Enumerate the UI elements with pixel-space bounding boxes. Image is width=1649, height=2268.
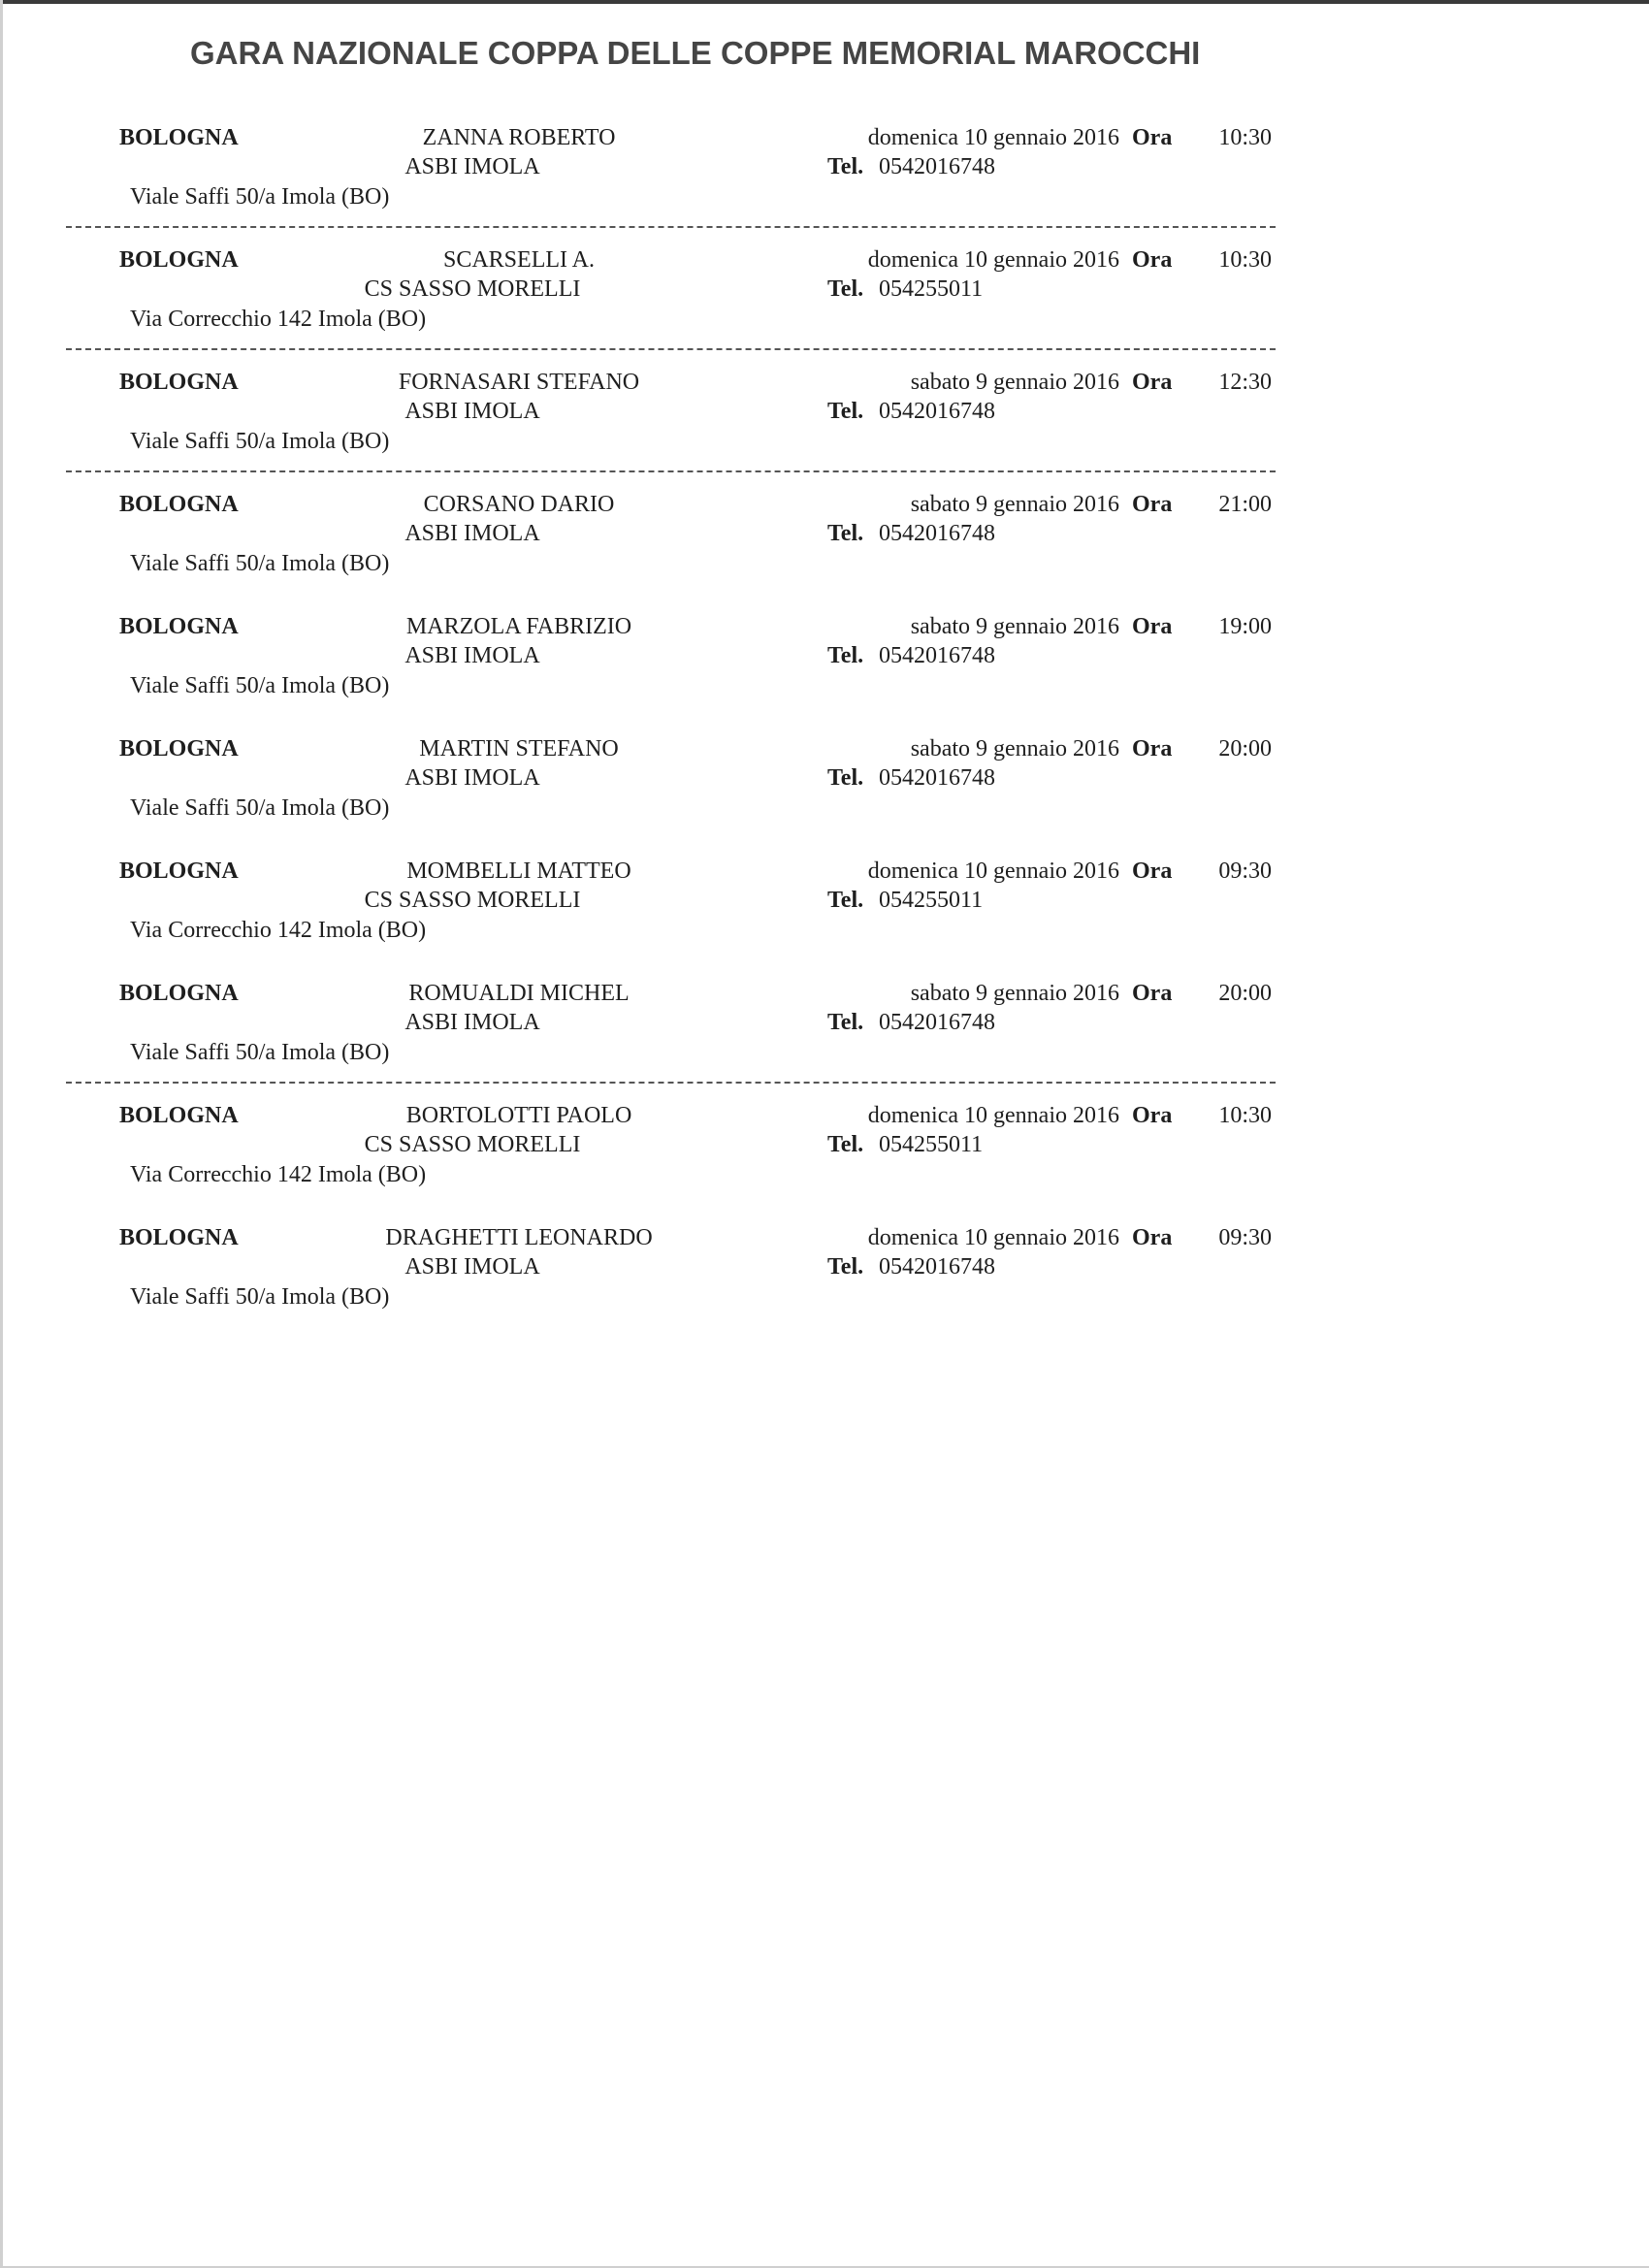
dashed-separator — [66, 470, 1276, 472]
entry-tel-label: Tel. — [827, 1254, 864, 1280]
entry-phone: 0542016748 — [879, 154, 995, 179]
entry-address: Viale Saffi 50/a Imola (BO) — [130, 673, 390, 698]
dashed-separator — [66, 1082, 1276, 1084]
entry-tel-label: Tel. — [827, 643, 864, 668]
list-item: BOLOGNA MOMBELLI MATTEO CS SASSO MORELLI domenica 10 gennaio 2016 Ora 09:30 Tel. 054255011 Via Correcchio 142 Imola (BO) — [119, 859, 1272, 943]
entry-address: Viale Saffi 50/a Imola (BO) — [130, 795, 390, 821]
entry-city: BOLOGNA — [119, 125, 239, 150]
list-item: BOLOGNA CORSANO DARIO ASBI IMOLA sabato 9 gennaio 2016 Ora 21:00 Tel. 0542016748 Viale Saffi 50/a Imola (BO) — [119, 492, 1272, 576]
entry-address: Via Correcchio 142 Imola (BO) — [130, 918, 427, 943]
entry-ora-label: Ora — [1132, 1103, 1173, 1128]
entry-tel-label: Tel. — [827, 154, 864, 179]
entry-ora-label: Ora — [1132, 859, 1173, 884]
entry-phone: 054255011 — [879, 276, 984, 302]
dashed-separator — [66, 226, 1276, 228]
entry-phone: 0542016748 — [879, 1254, 995, 1280]
entry-tel-label: Tel. — [827, 399, 864, 424]
entry-address: Viale Saffi 50/a Imola (BO) — [130, 1284, 390, 1310]
entry-tel-label: Tel. — [827, 521, 864, 546]
entry-phone: 0542016748 — [879, 399, 995, 424]
entry-city: BOLOGNA — [119, 370, 239, 395]
list-item: BOLOGNA BORTOLOTTI PAOLO CS SASSO MORELLI domenica 10 gennaio 2016 Ora 10:30 Tel. 054255011 Via Correcchio 142 Imola (BO) — [119, 1103, 1272, 1187]
entry-address: Viale Saffi 50/a Imola (BO) — [130, 429, 390, 454]
entry-city: BOLOGNA — [119, 247, 239, 273]
entry-ora-label: Ora — [1132, 370, 1173, 395]
entry-address: Via Correcchio 142 Imola (BO) — [130, 307, 427, 332]
entry-city: BOLOGNA — [119, 1103, 239, 1128]
page-title: GARA NAZIONALE COPPA DELLE COPPE MEMORIAL MAROCCHI — [190, 35, 1201, 71]
entry-phone: 054255011 — [879, 1132, 984, 1157]
list-item: BOLOGNA MARZOLA FABRIZIO ASBI IMOLA sabato 9 gennaio 2016 Ora 19:00 Tel. 0542016748 Viale Saffi 50/a Imola (BO) — [119, 614, 1272, 698]
entry-ora-label: Ora — [1132, 981, 1173, 1006]
entry-phone: 0542016748 — [879, 643, 995, 668]
list-item: BOLOGNA ZANNA ROBERTO ASBI IMOLA domenica 10 gennaio 2016 Ora 10:30 Tel. 0542016748 Viale Saffi 50/a Imola (BO) — [119, 125, 1272, 210]
entry-city: BOLOGNA — [119, 492, 239, 517]
entry-phone: 0542016748 — [879, 765, 995, 791]
entry-phone: 0542016748 — [879, 1010, 995, 1035]
entry-ora-label: Ora — [1132, 125, 1173, 150]
entry-ora-label: Ora — [1132, 614, 1173, 639]
entry-address: Via Correcchio 142 Imola (BO) — [130, 1162, 427, 1187]
entry-ora-label: Ora — [1132, 736, 1173, 761]
entry-ora-label: Ora — [1132, 247, 1173, 273]
entry-tel-label: Tel. — [827, 276, 864, 302]
list-item: BOLOGNA FORNASARI STEFANO ASBI IMOLA sabato 9 gennaio 2016 Ora 12:30 Tel. 0542016748 Viale Saffi 50/a Imola (BO) — [119, 370, 1272, 454]
entry-tel-label: Tel. — [827, 1132, 864, 1157]
list-item: BOLOGNA ROMUALDI MICHEL ASBI IMOLA sabato 9 gennaio 2016 Ora 20:00 Tel. 0542016748 Viale Saffi 50/a Imola (BO) — [119, 981, 1272, 1065]
entry-city: BOLOGNA — [119, 736, 239, 761]
entry-tel-label: Tel. — [827, 1010, 864, 1035]
entry-phone: 054255011 — [879, 888, 984, 913]
list-item: BOLOGNA SCARSELLI A. CS SASSO MORELLI domenica 10 gennaio 2016 Ora 10:30 Tel. 054255011 Via Correcchio 142 Imola (BO) — [119, 247, 1272, 332]
entry-ora-label: Ora — [1132, 1225, 1173, 1250]
entry-tel-label: Tel. — [827, 765, 864, 791]
dashed-separator — [66, 348, 1276, 350]
entry-city: BOLOGNA — [119, 614, 239, 639]
entry-address: Viale Saffi 50/a Imola (BO) — [130, 184, 390, 210]
entry-phone: 0542016748 — [879, 521, 995, 546]
entry-ora-label: Ora — [1132, 492, 1173, 517]
entry-city: BOLOGNA — [119, 859, 239, 884]
entry-city: BOLOGNA — [119, 981, 239, 1006]
entry-city: BOLOGNA — [119, 1225, 239, 1250]
entry-address: Viale Saffi 50/a Imola (BO) — [130, 1040, 390, 1065]
list-item: BOLOGNA DRAGHETTI LEONARDO ASBI IMOLA domenica 10 gennaio 2016 Ora 09:30 Tel. 0542016748 Viale Saffi 50/a Imola (BO) — [119, 1225, 1272, 1310]
entry-tel-label: Tel. — [827, 888, 864, 913]
list-item: BOLOGNA MARTIN STEFANO ASBI IMOLA sabato 9 gennaio 2016 Ora 20:00 Tel. 0542016748 Viale Saffi 50/a Imola (BO) — [119, 736, 1272, 821]
entry-address: Viale Saffi 50/a Imola (BO) — [130, 551, 390, 576]
